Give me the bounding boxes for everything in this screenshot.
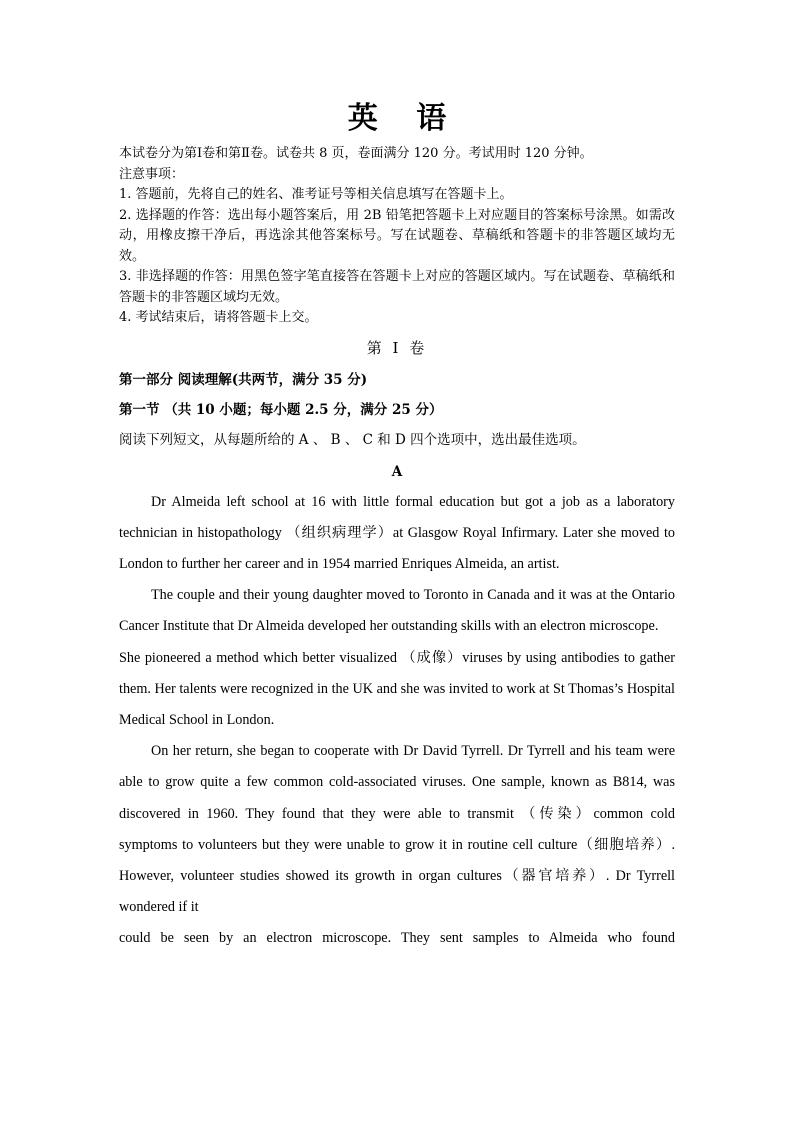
passage-letter: A [391,463,403,480]
section-instruction: 阅读下列短文，从每题所给的 A 、 B 、 C 和 D 四个选项中，选出最佳选项。 [119,431,586,448]
exam-page [119,96,675,955]
passage-a [119,487,675,955]
passage-paragraph-3: She pioneered a method which better visualized （成像）viruses by using antibodies to gather them. Her talents were recognized in the UK and she was invited to work at St Thomas’s Hospital Medical School in London. [119,649,675,728]
note-item-2: 2. 选择题的作答：选出每小题答案后，用 2B 铅笔把答题卡上对应题目的答案标号涂黑。如需改动，用橡皮擦干净后，再选涂其他答案标号。写在试题卷、草稿纸和答题卡的非答题区域均无效。 [119,207,675,264]
note-item-4: 4. 考试结束后，请将答题卡上交。 [119,310,318,325]
exam-intro: 本试卷分为第Ⅰ卷和第Ⅱ卷。试卷共 8 页，卷面满分 120 分。考试用时 120 分钟。 [119,146,593,161]
passage-paragraph-4: On her return, she began to cooperate with Dr David Tyrrell. Dr Tyrrell and his team were able to grow quite a few common cold-associated viruses. One sample, known as B814, was discovered in 1960. They found that they were able to transmit （传染）common cold symptoms to volunteers but they were unable to grow it in routine cell culture（细胞培养）. However, volunteer studies showed its growth in organ cultures（器官培养）. Dr Tyrrell wondered if it [119,743,675,916]
passage-paragraph-1: Dr Almeida left school at 16 with little formal education but got a job as a laboratory technician in histopathology （组织病理学）at Glasgow Royal Infirmary. Later she moved to London to further her career and in 1954 married Enriques Almeida, an artist. [119,493,675,572]
passage-paragraph-5: could be seen by an electron microscope. They sent samples to Almeida who found [119,930,675,947]
passage-paragraph-2: The couple and their young daughter moved to Toronto in Canada and it was at the Ontario Cancer Institute that Dr Almeida developed her outstanding skills with an electron microscope. [119,587,675,635]
volume-heading: 第 Ⅰ 卷 [366,338,428,357]
page-title: 英 语 [347,101,461,136]
part-heading: 第一部分 阅读理解(共两节，满分 35 分) [119,371,368,388]
notes-heading: 注意事项： [119,166,185,182]
note-item-3: 3. 非选择题的作答：用黑色签字笔直接答在答题卡上对应的答题区域内。写在试题卷、草稿纸和答题卡的非答题区域均无效。 [119,269,675,305]
exam-notes [119,144,675,329]
subsection-heading: 第一节 （共 10 小题；每小题 2.5 分，满分 25 分） [119,401,443,418]
note-item-1: 1. 答题前，先将自己的姓名、准考证号等相关信息填写在答题卡上。 [119,187,513,202]
